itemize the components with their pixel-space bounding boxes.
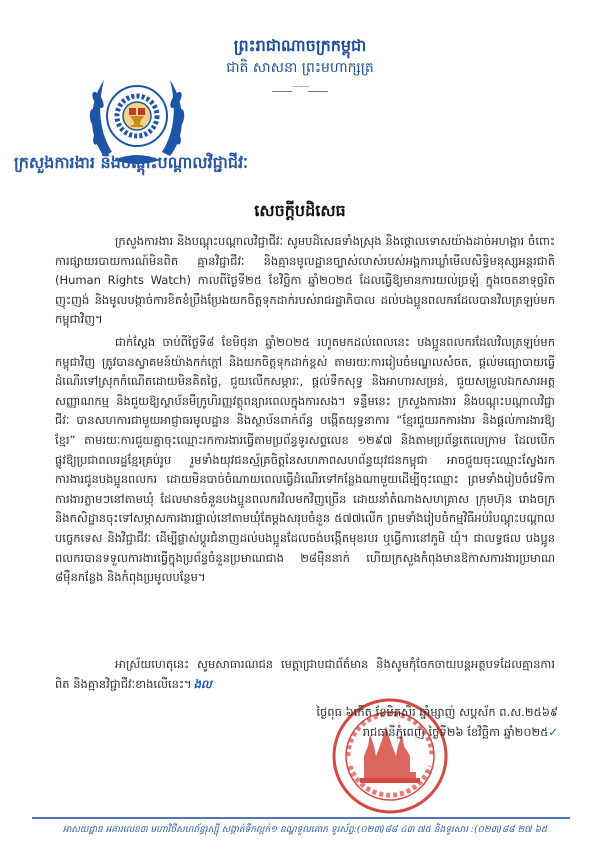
- ornament-divider-icon: [272, 88, 328, 94]
- ministry-name: ក្រសួងការងារ និងបណ្តុះបណ្តាលវិជ្ជាជីវៈ: [14, 153, 248, 172]
- paragraph-2: [55, 333, 555, 588]
- kingdom-name: ព្រះរាជាណាចក្រកម្ពុជា: [233, 36, 367, 55]
- national-motto: ជាតិ សាសនា ព្រះមហាក្សត្រ: [226, 60, 374, 76]
- solar-date: រាជធានីភ្នំពេញ ថ្ងៃទី២៦ ខែវិច្ឆិកា ឆ្នាំ២០២៥: [362, 725, 549, 739]
- paragraph-text: ជាក់ស្តែង ចាប់ពីថ្ងៃទី៨ ខែមិថុនា ឆ្នាំ២០២៥ រហូតមកដល់ពេលនេះ បងប្អូនពលករដែលវិលត្រឡប់មកកម្ពុជាវិញ ត្រូវបានស្វាគមន៍យ៉ាងកក់ក្តៅ និងយកចិត្តទុកដាក់ខ្ពស់ តាមរយៈការរៀបចំមណ្ឌលសំចត, ផ្តល់មធ្យោបាយធ្វើដំណើរទៅស្រុកកំណើតដោយមិនគិតថ្លៃ, ជួយលើកសម្ភារៈ, ផ្តល់ទឹកសុទ្ធ និងអាហារសម្រន់, ជួយសម្រួលឯកសារអត្តសញ្ញាណកម្ម និងជួយឱ្យស្ថាប័នមីក្រូហិរញ្ញវត្ថុពន្យារពេលក្នុងការសង។ ទន្ទឹមនេះ ក្រសួងការងារ និងបណ្តុះបណ្តាលវិជ្ជាជីវៈ បានសហការជាមួយអាជ្ញាធរមូលដ្ឋាន និងស្ថាប័នពាក់ព័ន្ធ បង្កើតយុទ្ធនាការ “ខ្មែរជួយរកការងារ និងផ្តល់ការងារឱ្យខ្មែរ” តាមរយៈការជួយគ្នាចុះឈ្មោះរកការងារធ្វើតាមប្រព័ន្ធទូរសព្ទលេខ ១២៩៧ និងតាមប្រព័ន្ធតេលេក្រាម ដែលបើកផ្លូវឱ្យប្រជាពលរដ្ឋខ្មែរគ្រប់រូប រួមទាំងយុវជនស្ម័គ្រចិត្តនៃសហភាពសហព័ន្ធយុវជនកម្ពុជា អាចជួយចុះឈ្មោះស្វែងរកការងារជូនបងប្អូនពលករ ដោយមិនបាច់ចំណាយពេលធ្វើដំណើរទៅកន្លែងណាមួយដើម្បីចុះឈ្មោះ ព្រមទាំងរៀបចំវេទិកាការងារភ្លាមៗនៅតាមឃុំ ដែលមានចំនួនបងប្អូនពលករវិលមកវិញច្រើន ដោយនាំតំណាងសហគ្រាស ក្រុមហ៊ុន រោងចក្រ និងកសិដ្ឋានចុះទៅសម្ភាសការងារផ្ទាល់នៅតាមឃុំតែម្តងសរុបចំនួន ៥៧៧លើក ព្រមទាំងរៀបចំកម្មវិធីអប់រំបណ្តុះបណ្តាលបច្ចេកទេស និងវិជ្ជាជីវៈ ដើម្បីផ្លាស់ប្តូរជំនាញដល់បងប្អូនដែលចង់បង្កើតមុខរបរ ឬធ្វើការនៅភូមិ ឃុំ។ ជាលទ្ធផល បងប្អូនពលករបានទទួលការងារធ្វើក្នុងប្រព័ន្ធចំនួនប្រមាណជាង ២៨ម៉ឺននាក់ ហើយក្រសួងកំពុងមានឱកាសការងារប្រមាណ ៨ម៉ឺនកន្លែង និងកំពុងប្រមូលបន្ថែម។: [55, 335, 555, 585]
- paragraph-text: អាស្រ័យហេតុនេះ សូមសាធារណជន មេត្តាជ្រាបជាព័ត៌មាន និងសូមកុំចែកចាយបន្តអត្ថបទដែលគ្មានការពិត និងគ្មានវិជ្ជាជីវៈខាងលើនេះ។: [55, 657, 555, 691]
- kingdom-header: [200, 36, 400, 94]
- paragraph-text: ក្រសួងការងារ និងបណ្តុះបណ្តាលវិជ្ជាជីវៈ សូមបដិសេធទាំងស្រុង និងថ្កោលទោសយ៉ាងដាច់អហង្ការ ចំពោះការផ្សាយរបាយការណ៍មិនពិត គ្មានវិជ្ជាជីវៈ និងគ្មានមូលដ្ឋានច្បាស់លាស់របស់អង្គការឃ្លាំមើលសិទ្ធិមនុស្សអន្តរជាតិ (Human Rights Watch) កាលពីថ្ងៃទី២៥ ខែវិច្ឆិកា ឆ្នាំ២០២៥ ដែលធ្វើឱ្យមានការយល់ច្រឡំ ក្នុងចេតនាទុច្ចរិត ញុះញង់ និងមូលបង្កាច់ការខិតខំប្រឹងប្រែងយកចិត្តទុកដាក់របស់រាជរដ្ឋាភិបាល ដល់បងប្អូនពលករដែលបានវិលត្រឡប់មកកម្ពុជាវិញ។: [55, 234, 555, 327]
- document-title: សេចក្តីបដិសេធ: [254, 201, 346, 220]
- footer-address: អាសយដ្ឋាន អគារលេខ៣ មហាវិថីសហព័ន្ធរុស្ស៊ី សង្កាត់ទឹកល្អក់១ ខណ្ឌទួលគោក ទូរស័ព្ទ:(០២៣)៨៨ ៤៣ ៧៥ និងទូរសារ :(០២៣)៨៨ ២៧ ៦៥: [62, 825, 548, 835]
- paragraph-3: [55, 655, 555, 694]
- signature-tick-icon: ✓: [548, 725, 558, 739]
- initials-mark: ងល: [193, 676, 212, 691]
- dateline: [316, 702, 558, 742]
- paragraph-1: [55, 232, 555, 330]
- lunar-date: ថ្ងៃពុធ ៦កើត ខែមិគសិរ ឆ្នាំម្សាញ់ សប្តស័ក ព.ស.២៥៦៩: [316, 705, 558, 719]
- footer-divider: [32, 817, 570, 819]
